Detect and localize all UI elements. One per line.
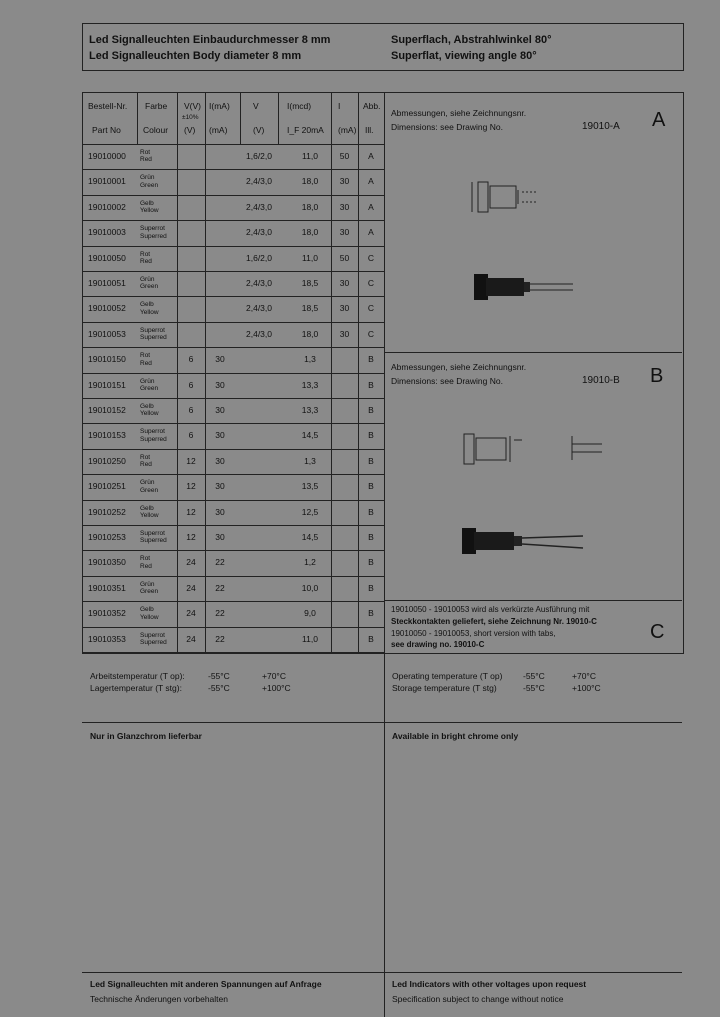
cell-part: 19010152 [88,405,126,415]
cell-lum: 10,0 [301,582,319,593]
cell-part: 19010151 [88,379,126,390]
cell-lum: 18,0 [301,176,319,187]
cell-lum: 18,0 [301,328,319,339]
th-part: Bestell-Nr. [88,101,128,111]
row-rule [82,195,384,196]
fig-c-de1: 19010050 - 19010053 wird als verkürzte Ausführung mit [391,605,590,614]
cell-fig: B [368,633,374,644]
cell-lum: 9,0 [304,608,316,619]
row-rule [82,373,384,374]
fig-b-letter: B [650,365,664,387]
row-rule [82,169,384,170]
cell-part: 19010350 [88,557,126,568]
cell-part: 19010352 [88,608,126,619]
cell-fig: A [368,176,374,187]
cell-iop: 30 [215,354,225,365]
cell-iop: 22 [215,557,225,568]
footer-rule [82,972,682,973]
col-line [278,92,279,144]
cell-part: 19010150 [88,354,126,365]
cell-if: 30 [339,303,350,314]
footer-de1: Led Signalleuchten mit anderen Spannungen auf Anfrage [90,979,322,989]
cell-colour: Gelb Yellow [140,301,159,316]
cell-iop: 30 [215,532,225,542]
cell-fig: A [368,151,374,161]
cell-vf: 2,4/3,0 [246,328,272,339]
temp-op-de-from: -55°C [208,671,230,681]
panel-rule [384,352,682,353]
temp-op-de-to: +70°C [262,671,286,681]
row-rule [82,576,384,577]
cell-colour: Superrot Superred [140,225,167,240]
cell-lum: 12,5 [301,506,319,517]
cell-part: 19010353 [88,633,126,644]
row-rule [82,423,384,424]
th-if: I [338,101,341,111]
cell-colour: Grün Green [140,276,159,291]
row-rule [82,601,384,602]
note-chrome-de: Nur in Glanzchrom lieferbar [90,731,202,741]
th-colour: Farbe [145,101,168,111]
row-rule [82,398,384,399]
temp-stg-en-label: Storage temperature (T stg) [392,683,497,693]
drawing-b-photo [458,522,588,562]
cell-lum: 18,5 [301,278,319,288]
cell-iop: 30 [215,506,225,517]
cell-colour: Grün Green [140,377,159,393]
cell-lum: 14,5 [301,430,319,441]
center-divider [384,92,385,1017]
row-rule [82,652,384,653]
cell-iop: 22 [215,608,225,619]
cell-part: 19010000 [88,151,126,161]
row-rule [82,347,384,348]
th-vf-en: (V) [253,125,265,135]
cell-vf: 1,6/2,0 [246,151,272,161]
cell-if: 30 [339,278,350,288]
cell-lum: 13,5 [301,481,319,492]
cell-fig: B [368,455,374,466]
cell-lum: 1,3 [304,455,316,466]
cell-lum: 11,0 [302,151,318,161]
fig-a-en: Dimensions: see Drawing No. [391,122,503,132]
cell-fig: B [368,506,374,517]
cell-if: 50 [339,252,350,263]
cell-colour: Grün Green [140,479,159,494]
cell-colour: Rot Red [140,250,152,266]
cell-vop: 24 [186,633,196,644]
cell-iop: 30 [215,379,225,390]
cell-fig: B [368,430,374,441]
cell-vf: 2,4/3,0 [246,303,272,314]
drawing-a-photo [468,268,578,308]
cell-iop: 22 [215,582,225,593]
cell-vop: 12 [186,506,196,517]
cell-vop: 24 [186,608,196,619]
cell-colour: Superrot Superred [140,631,167,647]
footer-en2: Specification subject to change without notice [392,994,564,1004]
cell-vf: 2,4/3,0 [246,278,272,288]
cell-fig: C [367,252,375,263]
cell-vf: 2,4/3,0 [246,201,272,212]
row-rule [82,296,384,297]
fig-b-en: Dimensions: see Drawing No. [391,376,503,386]
cell-colour: Grün Green [140,580,159,596]
fig-c-en1: 19010050 - 19010053, short version with tabs, [391,629,556,638]
cell-if: 30 [339,227,350,238]
cell-vop: 24 [186,557,196,568]
footer-de2: Technische Änderungen vorbehalten [90,994,228,1004]
cell-fig: B [368,608,374,619]
notes-rule [82,722,682,723]
panel-rule [384,600,682,601]
th-iop: I(mA) [209,101,230,111]
cell-vf: 1,6/2,0 [246,252,272,263]
cell-colour: Superrot Superred [140,530,167,545]
footer-en1: Led Indicators with other voltages upon request [392,979,587,989]
cell-lum: 18,5 [301,303,319,314]
fig-b-de: Abmessungen, siehe Zeichnungsnr. [391,362,527,372]
title-en: Led Signalleuchten Body diameter 8 mm [89,50,302,62]
col-line [137,92,138,144]
cell-lum: 11,0 [302,252,318,263]
cell-colour: Grün Green [140,174,159,189]
th-colour-en: Colour [143,125,169,135]
cell-fig: C [367,328,375,339]
cell-iop: 30 [215,430,225,441]
cell-vop: 6 [188,379,194,390]
row-rule [82,220,384,221]
th-vop-en: (V) [184,125,196,135]
cell-part: 19010250 [88,455,126,466]
th-lum-en: I_F 20mA [287,125,324,135]
cell-fig: C [367,278,375,288]
note-chrome-en: Available in bright chrome only [392,731,519,741]
temp-op-en-to: +70°C [572,671,596,681]
cell-colour: Gelb Yellow [140,403,159,418]
cell-lum: 18,0 [301,201,319,212]
row-rule [82,474,384,475]
cell-vf: 2,4/3,0 [246,176,272,187]
fig-c-letter: C [650,621,665,643]
temp-stg-de-to: +100°C [262,683,291,693]
cell-vop: 12 [186,532,196,542]
cell-part: 19010053 [88,328,126,339]
drawing-b-outline [460,430,610,470]
cell-part: 19010251 [88,481,126,492]
cell-vop: 12 [186,481,196,492]
th-part-en: Part No [92,125,121,135]
cell-vop: 6 [188,354,194,365]
row-rule [82,627,384,628]
th-fig-en: Ill. [365,125,374,135]
cell-lum: 11,0 [302,633,318,644]
cell-lum: 18,0 [301,227,319,238]
cell-colour: Rot Red [140,149,152,164]
temp-op-en-from: -55°C [523,671,545,681]
subtitle-de: Superflach, Abstrahlwinkel 80° [391,34,552,46]
row-rule [82,322,384,323]
temp-op-en-label: Operating temperature (T op) [392,671,503,681]
cell-fig: B [368,405,374,415]
th-if-en: (mA) [338,125,357,135]
cell-fig: A [368,227,374,238]
row-rule [82,449,384,450]
fig-c-de2: Steckkontakten geliefert, siehe Zeichnung Nr. 19010-C [391,617,597,626]
cell-colour: Superrot Superred [140,326,167,342]
subtitle-en: Superflat, viewing angle 80° [391,50,537,62]
cell-part: 19010002 [88,201,126,212]
cell-vf: 2,4/3,0 [246,227,272,238]
cell-part: 19010253 [88,532,126,542]
th-tol: ±10% [182,114,199,121]
fig-b-number: 19010-B [582,375,620,386]
cell-part: 19010003 [88,227,126,238]
cell-colour: Gelb Yellow [140,504,159,520]
header-rule [82,144,384,145]
cell-if: 30 [339,176,350,187]
cell-lum: 14,5 [301,532,319,542]
cell-vop: 12 [186,455,196,466]
temp-stg-de-label: Lagertemperatur (T stg): [90,683,182,693]
cell-if: 30 [339,201,350,212]
temp-stg-en-to: +100°C [572,683,601,693]
cell-vop: 6 [188,405,194,415]
th-lum: I(mcd) [287,101,312,111]
fig-c-en2: see drawing no. 19010-C [391,640,485,649]
cell-iop: 30 [215,405,225,415]
temp-stg-en-from: -55°C [523,683,545,693]
cell-fig: B [368,582,374,593]
cell-if: 50 [339,151,350,161]
cell-colour: Rot Red [140,352,152,367]
cell-vop: 6 [188,430,194,441]
cell-lum: 1,2 [304,557,316,568]
cell-part: 19010252 [88,506,126,517]
cell-fig: C [367,303,375,314]
row-rule [82,550,384,551]
header-box [82,23,684,71]
cell-lum: 13,3 [301,405,319,415]
cell-colour: Gelb Yellow [140,606,159,621]
th-iop-en: (mA) [209,125,228,135]
cell-part: 19010051 [88,278,126,288]
fig-a-letter: A [652,109,666,131]
cell-part: 19010153 [88,430,126,441]
cell-iop: 22 [215,633,225,644]
row-rule [82,525,384,526]
cell-colour: Superrot Superred [140,428,167,443]
cell-fig: B [368,354,374,365]
row-rule [82,500,384,501]
cell-vop: 24 [186,582,196,593]
cell-lum: 1,3 [304,354,316,365]
cell-part: 19010052 [88,303,126,314]
cell-part: 19010001 [88,176,126,187]
cell-iop: 30 [215,481,225,492]
cell-fig: B [368,481,374,492]
th-vf: V [253,101,259,111]
cell-colour: Rot Red [140,453,152,469]
row-rule [82,271,384,272]
cell-fig: B [368,379,374,390]
cell-part: 19010351 [88,582,126,593]
cell-colour: Gelb Yellow [140,199,159,215]
row-rule [82,246,384,247]
cell-if: 30 [339,328,350,339]
temp-op-de-label: Arbeitstemperatur (T op): [90,671,185,681]
title-de: Led Signalleuchten Einbaudurchmesser 8 mm [89,34,331,46]
temp-stg-de-from: -55°C [208,683,230,693]
col-line [240,92,241,144]
fig-a-number: 19010-A [582,121,620,132]
cell-lum: 13,3 [301,379,319,390]
cell-fig: B [368,557,374,568]
cell-part: 19010050 [88,252,126,263]
cell-iop: 30 [215,455,225,466]
fig-a-de: Abmessungen, siehe Zeichnungsnr. [391,108,527,118]
cell-fig: B [368,532,374,542]
drawing-a-outline [470,178,560,218]
th-fig: Abb. [363,101,381,111]
cell-colour: Rot Red [140,555,152,570]
cell-fig: A [368,201,374,212]
th-vop: V(V) [184,101,201,111]
